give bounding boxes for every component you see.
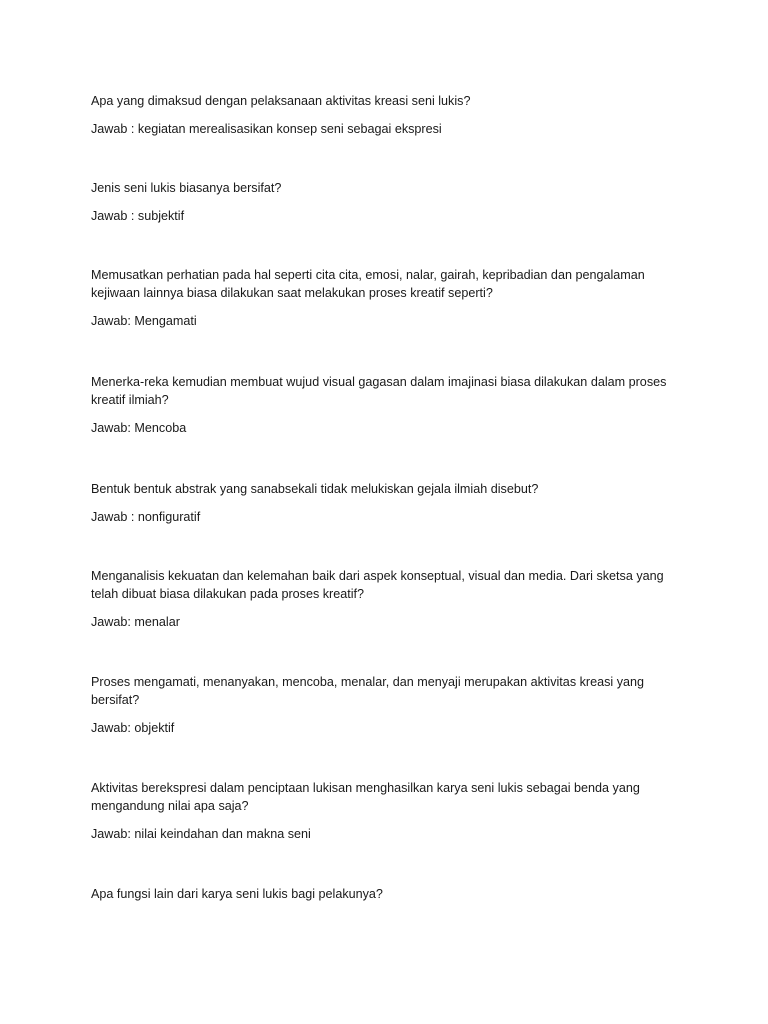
question-6: Menganalisis kekuatan dan kelemahan baik dari aspek konseptual, visual dan media. Dari sketsa yang telah dibuat biasa dilakukan pada proses kreatif? xyxy=(91,569,664,601)
qa-item-8 xyxy=(91,779,681,843)
question-1: Apa yang dimaksud dengan pelaksanaan aktivitas kreasi seni lukis? xyxy=(91,94,471,108)
qa-item-9 xyxy=(91,885,681,903)
answer-7: Jawab: objektif xyxy=(91,721,175,735)
answer-5: Jawab : nonfiguratif xyxy=(91,510,201,524)
question-2: Jenis seni lukis biasanya bersifat? xyxy=(91,181,282,195)
answer-4: Jawab: Mencoba xyxy=(91,421,187,435)
answer-2: Jawab : subjektif xyxy=(91,209,185,223)
qa-item-5 xyxy=(91,480,681,526)
qa-item-3 xyxy=(91,266,681,330)
qa-item-4 xyxy=(91,373,681,437)
answer-8: Jawab: nilai keindahan dan makna seni xyxy=(91,827,311,841)
question-5: Bentuk bentuk abstrak yang sanabsekali tidak melukiskan gejala ilmiah disebut? xyxy=(91,482,539,496)
qa-item-2 xyxy=(91,179,681,225)
question-4: Menerka-reka kemudian membuat wujud visual gagasan dalam imajinasi biasa dilakukan dalam proses kreatif ilmiah? xyxy=(91,375,667,407)
answer-3: Jawab: Mengamati xyxy=(91,314,197,328)
question-7: Proses mengamati, menanyakan, mencoba, menalar, dan menyaji merupakan aktivitas kreasi yang bersifat? xyxy=(91,675,645,707)
question-3: Memusatkan perhatian pada hal seperti cita cita, emosi, nalar, gairah, kepribadian dan pengalaman kejiwaan lainnya biasa dilakukan saat melakukan proses kreatif seperti? xyxy=(91,268,645,300)
answer-6: Jawab: menalar xyxy=(91,615,180,629)
question-9: Apa fungsi lain dari karya seni lukis bagi pelakunya? xyxy=(91,887,383,901)
qa-item-6 xyxy=(91,567,681,631)
qa-item-7 xyxy=(91,673,681,737)
qa-item-1 xyxy=(91,92,681,138)
question-8: Aktivitas berekspresi dalam penciptaan lukisan menghasilkan karya seni lukis sebagai benda yang mengandung nilai apa saja? xyxy=(91,781,640,813)
answer-1: Jawab : kegiatan merealisasikan konsep seni sebagai ekspresi xyxy=(91,122,442,136)
